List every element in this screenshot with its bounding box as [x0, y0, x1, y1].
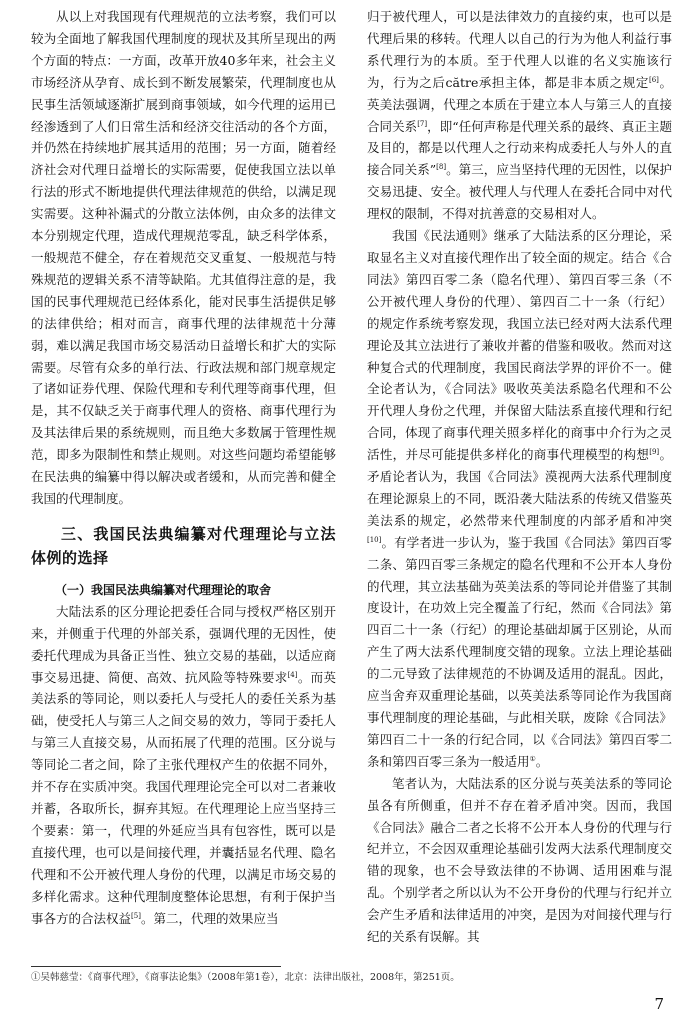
citation-ref: [5] [131, 911, 141, 920]
text-run: 。矛盾论者认为，我国《合同法》漠视两大法系代理制度在理论源泉上的不同，既沿袭大陆法系的传统又借鉴英美法系的规定，必然带来代理制度的内部矛盾和冲突 [367, 447, 672, 528]
citation-ref: [10] [367, 535, 382, 544]
sub-heading: （一）我国民法典编纂对代理理论的取舍 [55, 582, 272, 597]
text-run: 大陆法系的区分理论把委任合同与授权严格区别开来，并侧重于代理的外部关系，强调代理的无因性，使委托代理成为具备正当性、独立交易的基础，以适应商事交易迅捷、简便、高效、抗风险等特殊要求 [31, 603, 336, 685]
citation-ref: [4] [287, 670, 298, 679]
citation-ref: [6] [648, 75, 659, 84]
text-run: 。第二，代理的效果应当 [140, 910, 279, 926]
body-paragraph [367, 225, 672, 773]
text-run: 我国《民法通则》继承了大陆法系的区分理论，采取显名主义对直接代理作出了较全面的规定。结合《合同法》第四百零二条（隐名代理）、第四百零三条（不公开被代理人身份的代理）、第四百二十一条（行纪）的规定作系统考察发现，我国立法已经对两大法系代理理论及其立法进行了兼收并蓄的借鉴和吸收。然而对这种复合式的代理制度，我国民商法学界的评价不一。健全论者认为，《合同法》吸收英美法系隐名代理和不公开代理人身份之代理，并保留大陆法系直接代理和行纪合同，体现了商事代理关照多样化的商事中介行为之灵活性，并尽可能提供多样化的商事代理模型的构想 [367, 228, 672, 463]
text-run: 。而英美法系的等同论，则以委托人与受托人的委任关系为基础，使受托人与第三人之间交易的效力，等同于委托人与第三人直接交易，从而拓展了代理的范围。区分说与等同论二者之间，除了主张代理权产生的依据不同外，并不存在实质冲突。我国代理理论完全可以对二者兼收并蓄，各取所长，摒弃其短。在代理理论上应当坚持三个要素：第一，代理的外延应当具有包容性，既可以是直接代理，也可以是间接代理，并囊括显名代理、隐名代理和不公开被代理人身份的代理，以满足市场交易的多样化需求。这种代理制度整体论思想，有利于保护当事各方的合法权益 [31, 669, 336, 926]
section-heading: 三、我国民法典编纂对代理理论与立法体例的选择 [31, 524, 336, 567]
footnote: ①吴韩慈莹：《商事代理》，《商事法论集》（2008年第1卷），北京：法律出版社，2008年，第251页。 [31, 972, 460, 983]
page-number: 7 [654, 995, 664, 1013]
text-run: ，即“任何声称是代理关系的最终、真正主题及目的，都是以代理人之行动来构成委托人与外人的直接合同关系” [367, 118, 672, 178]
body-paragraph [31, 601, 336, 930]
text-run: 归于被代理人，可以是法律效力的直接约束，也可以是代理后果的移转。代理人以自己的行为为他人利益行事系代理行为的本质。至于代理人以谁的名义实施该行为，行为之后către承担主体，都是非本质之规定 [367, 9, 672, 90]
text-run: 。英美法强调，代理之本质在于建立本人与第三人的直接合同关系 [367, 74, 672, 134]
body-paragraph: 笔者认为，大陆法系的区分说与英美法系的等同论虽各有所侧重，但并不存在着矛盾冲突。因而，我国《合同法》融合二者之长将不公开本人身份的代理与行纪并立，不会因双重理论基础引发两大法系代理制度交错的现象，也不会导致法律的不协调、适用困难与混乱。个别学者之所以认为不公开身份的代理与行纪并立会产生矛盾和法律适用的冲突，是因为对间接代理与行纪的关系有误解。其 [367, 775, 672, 945]
left-column [31, 6, 336, 929]
citation-ref: [7] [417, 119, 428, 128]
body-paragraph [367, 6, 672, 225]
footnote-marker: ① [529, 754, 536, 763]
text-run: 。 [535, 753, 549, 769]
right-column [367, 6, 672, 948]
text-run: 。有学者进一步认为，鉴于我国《合同法》第四百零二条、第四百零三条规定的隐名代理和不公开本人身份的代理，其立法基础为英美法系的等同论并借鉴了其制度设计，在功效上完全覆盖了行纪，然而《合同法》第四百二十一条（行纪）的理论基础却属于区别论，从而产生了两大法系代理制度交错的现象。立法上理论基础的二元导致了法律规范的不协调及适用的混乱。因此，应当舍弃双重理论基础，以英美法系等同论作为我国商事代理制度的理论基础，与此相关联，废除《合同法》第四百二十一条的行纪合同，以《合同法》第四百零二条和第四百零三条为一般适用 [367, 534, 672, 769]
body-paragraph: 从以上对我国现有代理规范的立法考察，我们可以较为全面地了解我国代理制度的现状及其所呈现出的两个方面的特点：一方面，改革开放40多年来，社会主义市场经济从孕育、成长到不断发展繁荣，代理制度也从民事生活领域逐渐扩展到商事领域，如今代理的运用已经渗透到了人们日常生活和经济交往活动的各个方面，并仍然在持续地扩展其适用的范围；另一方面，随着经济社会对代理日益增长的实际需要，促使我国立法以单行法的形式不断地提供代理法律规范的供给，以满足现实需要。这种补漏式的分散立法体例，由众多的法律文本分别规定代理，造成代理规范零乱，缺乏科学体系，一般规范不健全，存在着规范交叉重复、一般规范与特殊规范的逻辑关系不清等缺陷。尤其值得注意的是，我国的民事代理规范已经体系化，能对民事生活提供足够的法律供给；相对而言，商事代理的法律规范十分薄弱，难以满足我国市场交易活动日益增长和扩大的实际需要。尽管有众多的单行法、行政法规和部门规章规定了诸如证券代理、保险代理和专利代理等商事代理，但是，其不仅缺乏关于商事代理人的资格、商事代理行为及其法律后果的系统规则，而且绝大多数属于管理性规范，即多为限制性和禁止规则。对这些问题均希望能够在民法典的编纂中得以解决或者缓和，从而完善和健全我国的代理制度。 [31, 9, 336, 506]
text-run: 。第三，应当坚持代理的无因性，以保护交易迅捷、安全。被代理人与代理人在委托合同中对代理权的限制，不得对抗善意的交易相对人。 [367, 162, 672, 222]
footnote-divider [31, 966, 281, 967]
citation-ref: [8] [436, 163, 447, 172]
citation-ref: [9] [649, 447, 660, 456]
